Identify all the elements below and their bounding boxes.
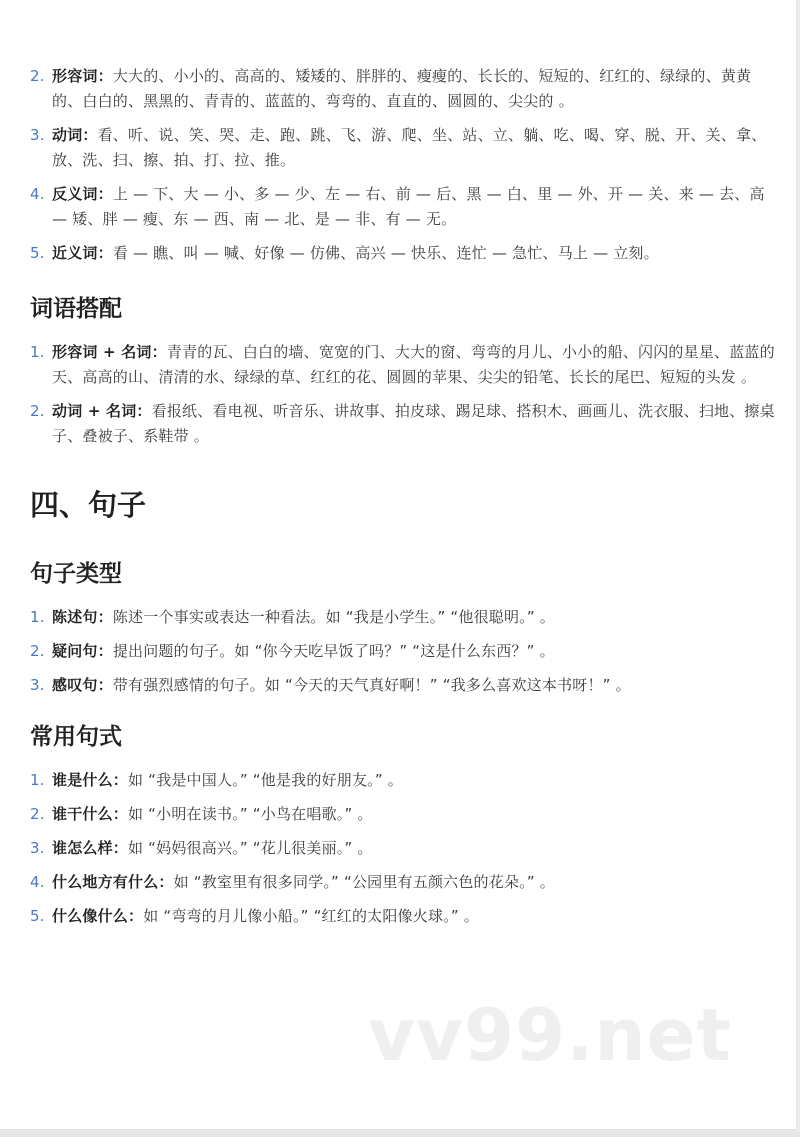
collocation-list [30,340,775,449]
list-term: 什么像什么： [52,907,144,925]
list-item-synonyms [30,241,775,266]
list-item [30,768,775,793]
list-number: 2. [30,67,45,85]
list-term: 形容词 + 名词： [52,343,167,361]
list-item [30,802,775,827]
list-term: 近义词： [52,244,113,262]
list-term: 谁是什么： [52,771,129,789]
list-number: 5. [30,244,45,262]
list-number: 2. [30,805,45,823]
list-term: 动词 + 名词： [52,402,152,420]
list-item [30,605,775,630]
patterns-list [30,768,775,929]
heading-common-patterns: 常用句式 [30,724,122,750]
list-item-adjectives [30,64,775,114]
list-item [30,639,775,664]
list-number: 1. [30,771,45,789]
list-number: 5. [30,907,45,925]
list-number: 3. [30,839,45,857]
list-item-antonyms [30,182,775,232]
list-number: 1. [30,343,45,361]
list-text: 青青的瓦、白白的墙、宽宽的门、大大的窗、弯弯的月儿、小小的船、闪闪的星星、蓝蓝的天、高高的山、清清的水、绿绿的草、红红的花、圆圆的苹果、尖尖的铅笔、长长的尾巴、短短的头发 。 [52,343,775,386]
list-number: 3. [30,126,45,144]
vocab-list [30,64,775,266]
list-item-verbs [30,123,775,173]
list-number: 2. [30,402,45,420]
list-text: 看报纸、看电视、听音乐、讲故事、拍皮球、踢足球、搭积木、画画儿、洗衣服、扫地、擦桌子、叠被子、系鞋带 。 [52,402,775,445]
heading-collocation: 词语搭配 [30,296,122,322]
document-content [30,64,775,938]
list-term: 陈述句： [52,608,113,626]
list-term: 谁怎么样： [52,839,129,857]
list-term: 感叹句： [52,676,113,694]
list-term: 反义词： [52,185,113,203]
list-item [30,340,775,390]
list-item [30,836,775,861]
list-term: 疑问句： [52,642,113,660]
list-number: 4. [30,873,45,891]
list-number: 3. [30,676,45,694]
list-term: 什么地方有什么： [52,873,174,891]
watermark: vv99.net [368,993,732,1077]
list-text: 陈述一个事实或表达一种看法。如 “我是小学生。” “他很聪明。” 。 [112,608,556,626]
list-text: 如 “小明在读书。” “小鸟在唱歌。” 。 [128,805,373,823]
sentence-types-list [30,605,775,698]
list-text: 大大的、小小的、高高的、矮矮的、胖胖的、瘦瘦的、长长的、短短的、红红的、绿绿的、黄黄的、白白的、黑黑的、青青的、蓝蓝的、弯弯的、直直的、圆圆的、尖尖的 。 [52,67,752,110]
list-text: 看 — 瞧、叫 — 喊、好像 — 仿佛、高兴 — 快乐、连忙 — 急忙、马上 — 立刻。 [112,244,659,262]
list-text: 如 “我是中国人。” “他是我的好朋友。” 。 [128,771,404,789]
list-term: 动词： [52,126,98,144]
list-term: 形容词： [52,67,113,85]
list-item [30,870,775,895]
list-text: 如 “教室里有很多同学。” “公园里有五颜六色的花朵。” 。 [173,873,555,891]
list-item [30,399,775,449]
heading-sentence-types: 句子类型 [30,561,122,587]
list-text: 如 “妈妈很高兴。” “花儿很美丽。” 。 [128,839,373,857]
list-text: 上 — 下、大 — 小、多 — 少、左 — 右、前 — 后、黑 — 白、里 — 外、开 — 关、来 — 去、高 — 矮、胖 — 瘦、东 — 西、南 — 北、是 — 非、有 — 无。 [52,185,765,228]
list-number: 1. [30,608,45,626]
list-term: 谁干什么： [52,805,129,823]
list-text: 带有强烈感情的句子。如 “今天的天气真好啊！” “我多么喜欢这本书呀！” 。 [112,676,631,694]
page-bottom-edge [0,1131,800,1137]
list-item [30,673,775,698]
list-text: 看、听、说、笑、哭、走、跑、跳、飞、游、爬、坐、站、立、躺、吃、喝、穿、脱、开、关、拿、放、洗、扫、擦、拍、打、拉、推。 [52,126,767,169]
list-text: 如 “弯弯的月儿像小船。” “红红的太阳像火球。” 。 [143,907,479,925]
list-number: 4. [30,185,45,203]
list-item [30,904,775,929]
list-text: 提出问题的句子。如 “你今天吃早饭了吗？” “这是什么东西？” 。 [112,642,555,660]
list-number: 2. [30,642,45,660]
heading-section-4: 四、句子 [30,488,147,522]
